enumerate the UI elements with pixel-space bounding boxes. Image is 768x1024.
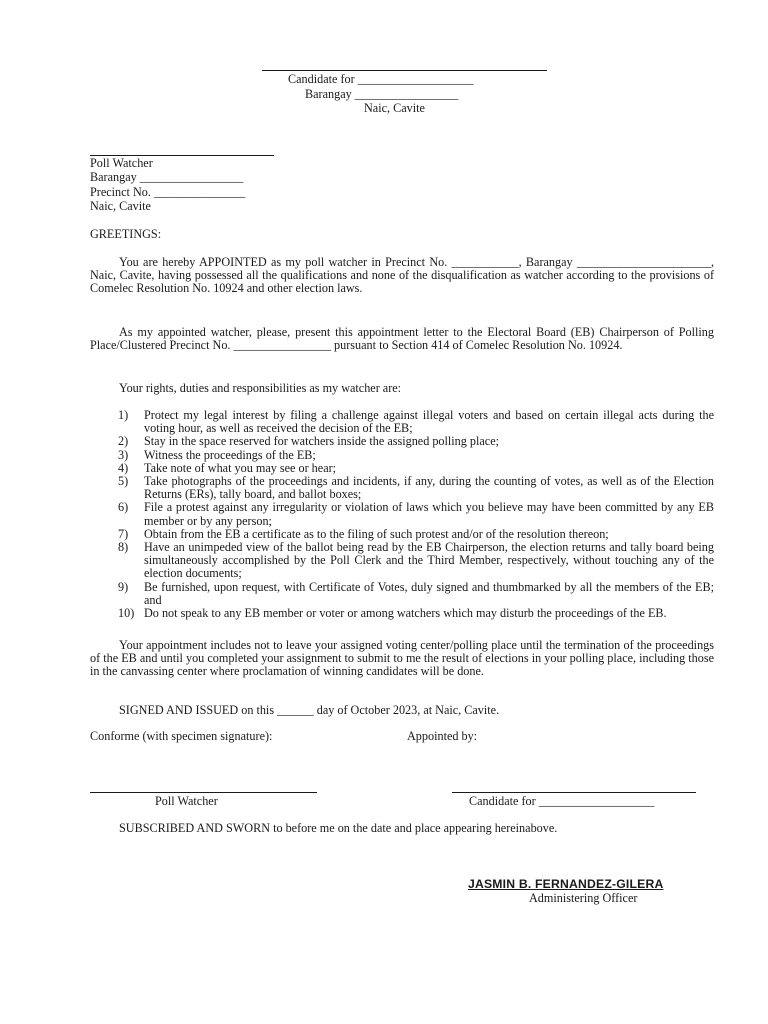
duty-item: 1) Protect my legal interest by filing a challenge against illegal voters and based on certain illegal acts during the voting hour, as well as received the decision of the EB; [118, 408, 714, 436]
paragraph-subscribed: SUBSCRIBED AND SWORN to before me on the date and place appearing hereinabove. [119, 821, 558, 835]
duty-item: 4) Take note of what you may see or hear; [118, 460, 337, 475]
duty-item: 2) Stay in the space reserved for watchers inside the assigned polling place; [118, 434, 500, 449]
duty-item: 6) File a protest against any irregularity or violation of laws which you believe may have been committed by any EB member or by any person; [118, 500, 714, 528]
paragraph-appointment: You are hereby APPOINTED as my poll watcher in Precinct No. ___________, Barangay ______________________, Naic, Cavite, having possessed all the qualifications and none of the disqualification as watcher according to the provisions of Comelec Resolution No. 10924 and other election laws. [90, 255, 714, 296]
duties-list [90, 409, 714, 620]
paragraph-signed: SIGNED AND ISSUED on this ______ day of October 2023, at Naic, Cavite. [119, 703, 500, 717]
poll-watcher-caption: Poll Watcher [155, 794, 218, 808]
candidate-caption: Candidate for ___________________ [469, 794, 655, 808]
candidate-signature-line [452, 792, 696, 793]
duty-item: 3) Witness the proceedings of the EB; [118, 447, 316, 462]
candidate-name-line [262, 70, 547, 71]
duty-item: 9) Be furnished, upon request, with Certificate of Votes, duly signed and thumbmarked by all the members of the EB; and [118, 579, 714, 607]
duty-item: 10) Do not speak to any EB member or voter or among watchers which may disturb the proceedings of the EB. [118, 606, 667, 621]
addressee-role: Poll Watcher [90, 156, 153, 170]
paragraph-includes: Your appointment includes not to leave your assigned voting center/polling place until the termination of the proceedings of the EB and until you completed your assignment to submit to me the result of elections in your polling place, including those in the canvassing center where proclamation of winning candidates will be done. [90, 638, 714, 679]
conforme-label: Conforme (with specimen signature): [90, 729, 273, 743]
addressee-precinct: Precinct No. _______________ [90, 185, 246, 199]
officer-title: Administering Officer [529, 891, 638, 905]
header-location: Naic, Cavite [364, 101, 425, 115]
greeting: GREETINGS: [90, 227, 162, 241]
header-candidate-for: Candidate for ___________________ [288, 72, 474, 86]
officer-name: JASMIN B. FERNANDEZ-GILERA [468, 877, 664, 891]
paragraph-rights-intro: Your rights, duties and responsibilities as my watcher are: [119, 381, 402, 395]
header-barangay: Barangay _________________ [305, 87, 459, 101]
duty-item: 8) Have an unimpeded view of the ballot being read by the EB Chairperson, the election returns and tally board being simultaneously accomplished by the Poll Clerk and the Third Member, respectively, without touching any of the election documents; [118, 540, 714, 581]
addressee-location: Naic, Cavite [90, 199, 151, 213]
paragraph-present: As my appointed watcher, please, present this appointment letter to the Electoral Board (EB) Chairperson of Polling Place/Clustered Precinct No. ________________ pursuant to Section 414 of Comelec Resolution No. 10924. [90, 325, 714, 353]
duty-item: 7) Obtain from the EB a certificate as to the filing of such protest and/or of the resolution thereon; [118, 526, 609, 541]
appointed-by-label: Appointed by: [407, 729, 478, 743]
duty-item: 5) Take photographs of the proceedings and incidents, if any, during the counting of votes, as well as of the Election Returns (ERs), tally board, and ballot boxes; [118, 474, 714, 502]
addressee-barangay: Barangay _________________ [90, 170, 244, 184]
poll-watcher-signature-line [90, 792, 317, 793]
